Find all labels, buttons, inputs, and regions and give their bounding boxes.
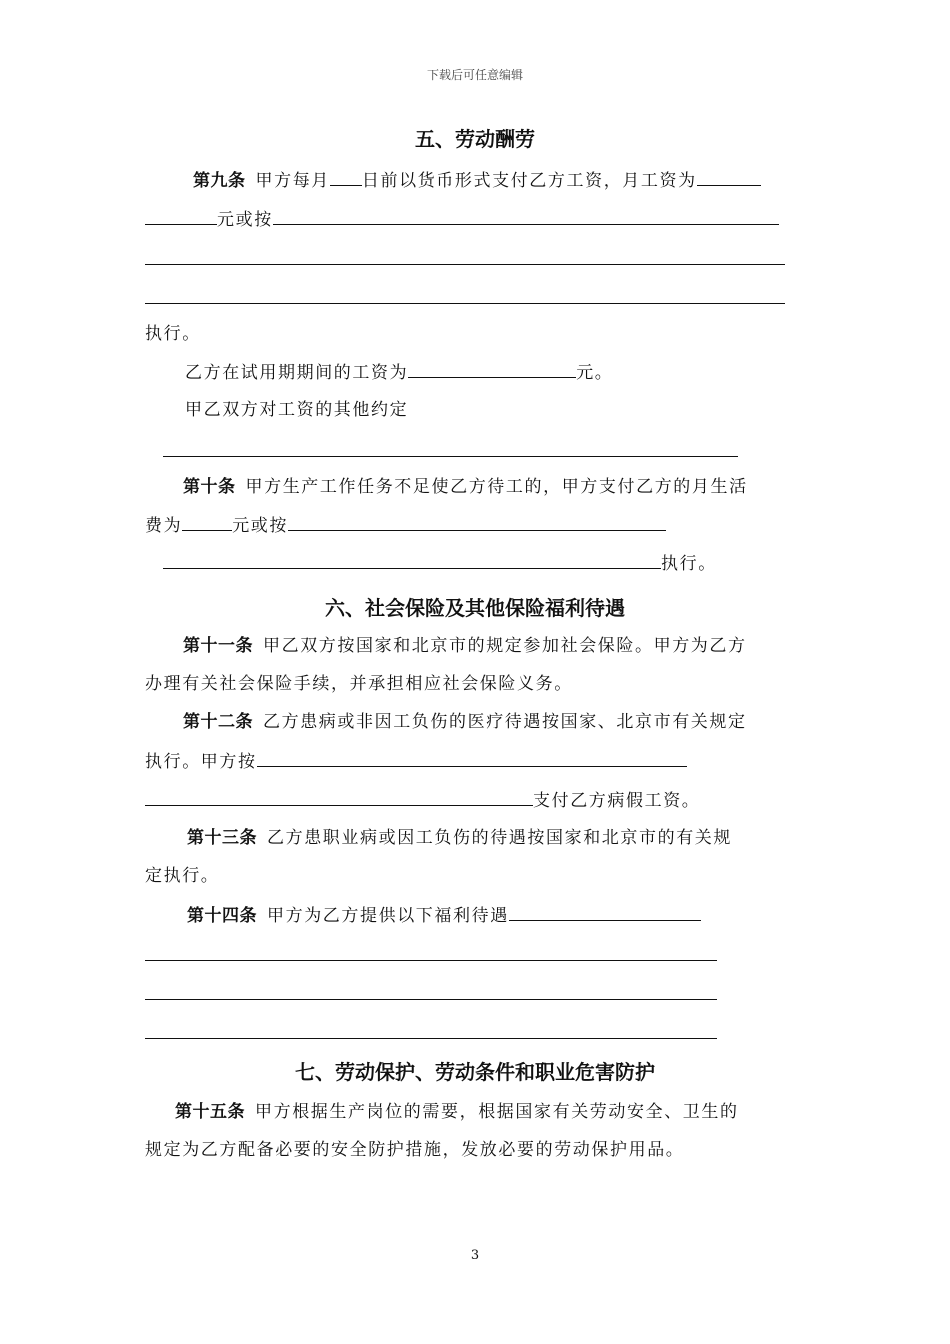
blank-monthly-wage[interactable]: [697, 168, 761, 186]
blank-wage-standard[interactable]: [273, 207, 779, 225]
article-10-label: 第十条: [183, 477, 236, 497]
article-9-label: 第九条: [193, 171, 246, 191]
article-9-text-2: 日前以货币形式支付乙方工资，月工资为: [361, 171, 697, 191]
trial-wage-unit: 元。: [576, 363, 614, 383]
page-number: 3: [470, 1248, 480, 1263]
section-heading-7: 七、劳动保护、劳动条件和职业危害防护: [295, 1060, 655, 1084]
article-15-line-1: [175, 1100, 739, 1124]
trial-wage-text: 乙方在试用期期间的工资为: [185, 363, 409, 383]
article-10-line-2: [145, 513, 666, 538]
article-12-text-1: 乙方患病或非因工负伤的医疗待遇按国家、北京市有关规定: [263, 712, 747, 732]
article-11-line-1: [183, 634, 747, 658]
blank-trial-wage[interactable]: [408, 360, 576, 378]
article-12-line-1: [183, 710, 747, 734]
article-14-line-1: [187, 903, 701, 928]
article-9-line-2: [145, 207, 779, 232]
blank-sick-pay-standard[interactable]: [257, 749, 687, 767]
article-14-text-1: 甲方为乙方提供以下福利待遇: [267, 906, 509, 926]
blank-sick-pay-standard-cont[interactable]: [145, 788, 533, 806]
article-15-line-2: 规定为乙方配备必要的安全防护措施，发放必要的劳动保护用品。: [145, 1140, 685, 1160]
blank-other-wage[interactable]: [163, 456, 738, 457]
blank-welfare-line-3[interactable]: [145, 1038, 717, 1039]
blank-line-1[interactable]: [145, 264, 785, 265]
page-header: 下载后可任意编辑: [426, 68, 523, 82]
article-12-text-3: 支付乙方病假工资。: [533, 791, 701, 811]
article-9-text-1: 甲方每月: [255, 171, 330, 191]
article-10-text-3: 元或按: [232, 516, 289, 536]
article-10-line-1: [183, 475, 748, 499]
blank-welfare-line-1[interactable]: [145, 960, 717, 961]
article-9-line-1: [193, 168, 761, 193]
section-heading-6: 六、社会保险及其他保险福利待遇: [325, 596, 625, 620]
article-10-text-2: 费为: [145, 516, 183, 536]
blank-line-2[interactable]: [145, 303, 785, 304]
article-9-text-3: 元或按: [217, 210, 273, 230]
article-12-line-3: [145, 788, 700, 813]
article-11-line-2: 办理有关社会保险手续，并承担相应社会保险义务。: [145, 674, 573, 694]
article-12-text-2: 执行。甲方按: [145, 752, 257, 772]
section-heading-5: 五、劳动酬劳: [415, 127, 535, 151]
blank-pay-day[interactable]: [330, 168, 362, 186]
article-10-text-1: 甲方生产工作任务不足使乙方待工的，甲方支付乙方的月生活: [245, 477, 748, 497]
blank-allowance-standard[interactable]: [288, 513, 666, 531]
article-13-line-1: [187, 826, 732, 850]
article-12-line-2: [145, 749, 687, 774]
article-13-line-2: 定执行。: [145, 866, 220, 886]
article-11-text-1: 甲乙双方按国家和北京市的规定参加社会保险。甲方为乙方: [263, 636, 747, 656]
article-10-line-3: [163, 551, 717, 576]
blank-allowance-standard-cont[interactable]: [163, 551, 661, 569]
article-12-label: 第十二条: [183, 712, 253, 732]
other-wage-agreement: 甲乙双方对工资的其他约定: [185, 400, 409, 420]
article-14-label: 第十四条: [187, 906, 257, 926]
blank-welfare[interactable]: [509, 903, 701, 921]
blank-welfare-line-2[interactable]: [145, 999, 717, 1000]
article-13-text-1: 乙方患职业病或因工负伤的待遇按国家和北京市的有关规: [267, 828, 732, 848]
article-15-label: 第十五条: [175, 1102, 245, 1122]
article-11-label: 第十一条: [183, 636, 253, 656]
article-15-text-1: 甲方根据生产岗位的需要，根据国家有关劳动安全、卫生的: [255, 1102, 739, 1122]
trial-wage-line: [185, 360, 613, 385]
article-9-execute: 执行。: [145, 324, 201, 344]
blank-living-allowance[interactable]: [182, 513, 232, 531]
blank-monthly-wage-cont[interactable]: [145, 207, 217, 225]
article-13-label: 第十三条: [187, 828, 257, 848]
article-10-execute: 执行。: [661, 554, 717, 574]
